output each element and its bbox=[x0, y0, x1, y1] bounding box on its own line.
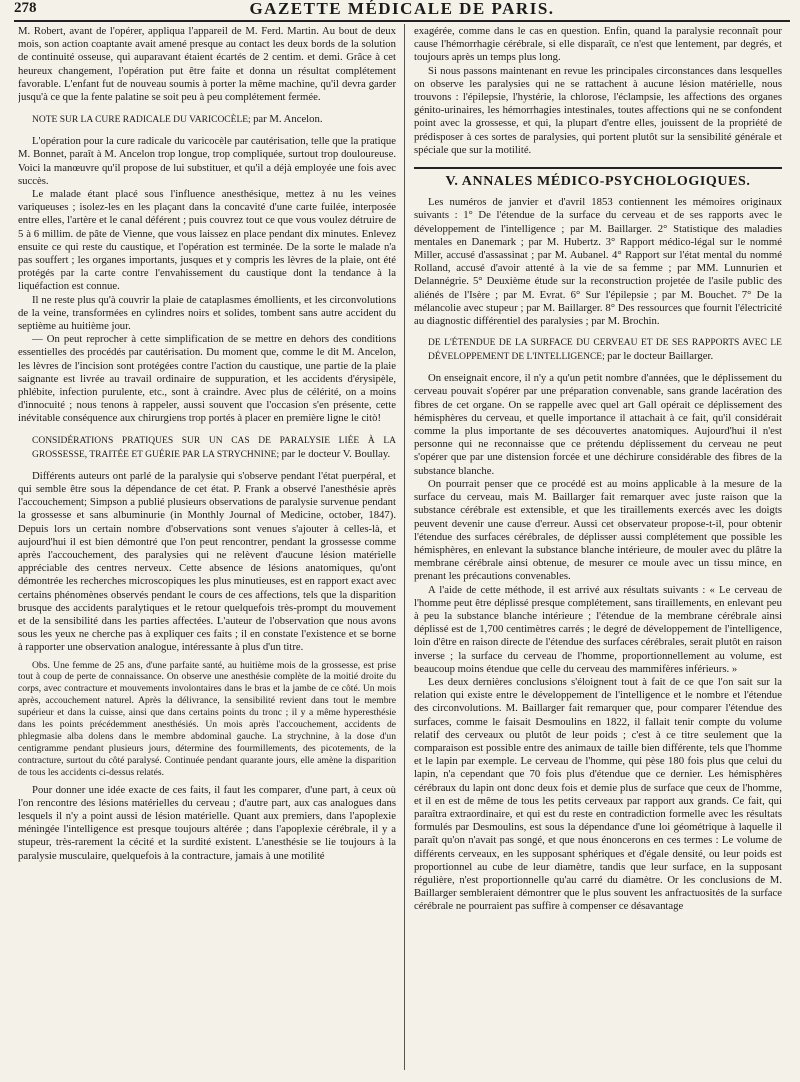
article-title: DE L'ÉTENDUE DE LA SURFACE DU CERVEAU ET DE SES RAPPORTS AVEC LE DÉVELOPPEMENT DE L'INTELLIGENCE; bbox=[428, 338, 782, 363]
paragraph: Il ne reste plus qu'à couvrir la plaie de cataplasmes émollients, et les circonvolutions de la veine, transformées en cylindres noirs et solides, tombent sans autre accident du septième au huitième jour. bbox=[18, 293, 396, 333]
article-title: NOTE SUR LA CURE RADICALE DU VARICOCÈLE; bbox=[32, 115, 251, 126]
paragraph: — On peut reprocher à cette simplification de se mettre en dehors des conditions essentielles des procédés par cautérisation. Du moment que, comme le dit M. Ancelon, les lèvres de l'incision sont protégées contre l'action du caustique, une partie de la plaie saignante est livrée au travail ordinaire de suppuration, et les accidents d'érysipèle, phlébite, infection purulente, etc., sont à craindre. Avec plus de célérité, on a moins d'innocuité ; nous tenons à rappeler, aussi souvent que l'occasion s'en présente, cette inévitable conséquence aux chirurgiens trop portés à placer en première ligne le citò! bbox=[18, 333, 396, 425]
paragraph: Différents auteurs ont parlé de la paralysie qui s'observe pendant l'état puerpéral, et qui semble être sous la dépendance de cet état. P. Frank a observé l'anesthésie après l'accouchement; Simpson a publié plusieurs observations de paralysie survenue pendant la grossesse et sans albuminurie (in Monthly Journal of Medicine, october, 1847). Depuis lors un certain nombre d'observations sont venues s'ajouter à celles-là, et aujourd'hui il est bien démontré que l'on peut rencontrer, pendant la grossesse comme après l'accouchement, des paralysies qui ne relèvent d'aucune lésion matérielle appréciable des centres nerveux. Cette absence de lésions anatomiques, qu'ont démontrée les recherches microscopiques les plus minutieuses, est en rapport exact avec certains phénomènes observés pendant le cours de ces affections, tels que la disparition brusque des accidents paralytiques et le retour quelquefois très-prompt du mouvement et de la sensibilité dans les parties affectées. L'auteur de l'observation que nous avons sous les yeux ne cherche pas à expliquer ces faits ; il en constate l'existence et se borne à rapporter une observation analogue, intéressante à plus d'un titre. bbox=[18, 469, 396, 654]
left-column bbox=[18, 25, 396, 1072]
article-heading-varicocele bbox=[18, 113, 396, 127]
paragraph: L'opération pour la cure radicale du varicocèle par cautérisation, telle que la pratique M. Bonnet, paraît à M. Ancelon trop longue, trop compliquée, surtout trop douloureuse. Voici la manœuvre qu'il propose de lui substituer, et qu'il a déjà employée une fois avec succès. bbox=[18, 135, 396, 187]
running-title: GAZETTE MÉDICALE DE PARIS. bbox=[249, 0, 555, 18]
paragraph: Les deux dernières conclusions s'éloignent tout à fait de ce que l'on sait sur la relation qui existe entre le développement de l'intelligence et le nombre et l'étendue des circonvolutions. M. Baillarger fait remarquer que, pour comparer l'étendue des surfaces, comme le faisait Desmoulins en 1822, il fallait tenir compte du volume relatif des cerveaux ou plutôt de leur poids ; c'est à ce titre seulement que la comparaison est possible entre des animaux de taille bien différente, tels que l'homme et le lapin par exemple. Le cerveau de l'homme, qui pèse 180 fois plus que celui du lapin, n'a cependant que 70 fois plus d'étendue que ce dernier. Les hémisphères cérébraux du lapin ont donc deux fois et demie plus de surface que ceux de l'homme, et il en est de même de tous les petits cerveaux par rapport aux grands. Ce fait, qui paraîtra extraordinaire, et qui est du reste en contradiction formelle avec les résultats formulés par Desmoulins, est sous la dépendance d'une loi géométrique à laquelle il paraît qu'on n'avait pas songé, et que nous énoncerons en ces termes : Le volume de différents cerveaux, en les supposant sphériques et d'égale densité, ou leur poids est proportionnel au cube de leur diamètre, tandis que leur surface, en la supposant régulière, n'est proportionnelle qu'au carré du diamètre. Or les conclusions de M. Baillarger sembleraient démontrer que le plus souvent les anfractuosités de la surface cérébrale ne pourraient pas suffire à compenser ce désavantage bbox=[414, 675, 782, 913]
article-heading-paralysie bbox=[18, 435, 396, 462]
column-divider bbox=[404, 24, 405, 1070]
paragraph: Si nous passons maintenant en revue les principales circonstances dans lesquelles on observe les paralysies qui ne se rattachent à aucune lésion matérielle, nous trouvons : l'épilepsie, l'hystérie, la chlorose, l'éclampsie, les affections des organes génito-urinaires, les hémorrhagies intestinales, toutes affections qui ne se confondent point avec la grossesse, et qui, la plupart d'entre elles, jouissent de la propriété de prédisposer à ces sortes de paralysies, qui portent plutôt sur la sensibilité générale et spéciale que sur la motilité. bbox=[414, 64, 782, 156]
article-title: CONSIDÉRATIONS PRATIQUES SUR UN CAS DE PARALYSIE LIÉE À LA GROSSESSE, TRAITÉE ET GUÉRIE PAR LA STRYCHNINE; bbox=[32, 435, 396, 460]
article-author: par le docteur V. Boullay. bbox=[281, 447, 391, 460]
paragraph: exagérée, comme dans le cas en question. Enfin, quand la paralysie reconnaît pour cause l'hémorrhagie cérébrale, si elle disparaît, ce n'est que lentement, par degrés, et toujours après un temps plus long. bbox=[414, 25, 782, 64]
section-title: V. ANNALES MÉDICO-PSYCHOLOGIQUES. bbox=[414, 167, 782, 188]
article-author: par M. Ancelon. bbox=[253, 113, 323, 126]
observation-paragraph: Obs. Une femme de 25 ans, d'une parfaite santé, au huitième mois de la grossesse, est prise tout à coup de perte de connaissance. On observe une anesthésie complète de la moitié droite du corps, avec contracture et mouvements involontaires dans le bras et la jambe de ce côté. Un mois après, accouchement naturel. Après la délivrance, la sensibilité revient dans tout le membre supérieur et dans la cuisse, ainsi que dans certains points du tronc ; il y a même hyperesthésie dans les points précédemment anesthésiés. Un mois après l'accouchement, accidents de phlegmasie alba dolens dans le membre abdominal gauche. La strychnine, à la dose d'un centigramme pendant plusieurs jours, détermine des fourmillements, des picotements, de la contracture, surtout du côté paralysé. Continuée pendant quarante jours, elle amène la disparition de tous les accidents ci-dessus relatés. bbox=[18, 659, 396, 778]
paragraph: Pour donner une idée exacte de ces faits, il faut les comparer, d'une part, à ceux où l'on rencontre des lésions matérielles du cerveau ; d'autre part, aux cas analogues dans lesquels il n'y a point aussi de lésion matérielle. Quant aux premiers, dans l'apoplexie méningée l'intelligence est presque toujours altérée ; dans l'apoplexie cérébrale, il y a stupeur, très-rarement la cécité et la surdité existent. L'anesthésie se lie toujours à la paralysie musculaire, quelquefois à la contracture, jamais à une motilité bbox=[18, 783, 396, 862]
paragraph: On enseignait encore, il n'y a qu'un petit nombre d'années, que le déplissement du cerveau pouvait s'opérer par une préparation convenable, sans grande lacération des fibres de cet organe. On se rappelle avec quel art Gall opérait ce déplissement des hémisphères du cerveau, et quelle importance il attachait à ce fait, qu'il considérait comme la plus importante de ses découvertes anatomiques. Aujourd'hui il n'est personne qui ne reconnaisse que ce prétendu déplissement du cerveau ne peut s'opérer que par une distension forcée et une déchirure considérable des fibres de la substance blanche. bbox=[414, 372, 782, 477]
paragraph: A l'aide de cette méthode, il est arrivé aux résultats suivants : « Le cerveau de l'homme peut être déplissé presque complétement, sans tiraillements, en enlevant peu à peu la substance blanche intérieure ; l'étendue de la membrane cérébrale ainsi déplissé est de 1,700 centimètres carrés ; le degré de développement de l'intelligence, loin d'être en raison directe de l'étendue des surfaces cérébrales, serait plutôt en raison inverse ; la surface du cerveau de l'homme, proportionnellement au volume, est beaucoup moins étendue que celle du cerveau des mammifères inférieurs. » bbox=[414, 583, 782, 675]
article-heading-cerveau bbox=[414, 337, 782, 364]
paragraph: On pourrait penser que ce procédé est au moins applicable à la mesure de la surface du cerveau, mais M. Baillarger fait remarquer avec juste raison que la substance cérébrale est extensible, et que les tiraillements exercés avec les doigts peuvent devenir une cause d'erreur. Aussi cet observateur propose-t-il, pour obtenir l'étendue des surfaces cérébrales, de déplisser aussi complétement que possible les hémisphères, en enlevant la substance blanche intérieure, de mouler avec du plâtre la membrane cérébrale ainsi obtenue, de mesurer ce moule avec un tissu mince, en prenant les précautions convenables. bbox=[414, 477, 782, 583]
paragraph: Le malade étant placé sous l'influence anesthésique, mettez à nu les veines variqueuses ; isolez-les en les plaçant dans la concavité d'une carte fuilée, interposée entre elles, l'artère et le canal déférent ; puis couvrez tout ce que vous voulez détruire de 5 à 6 millim. de pâte de Vienne, que vous laissez en place pendant dix minutes. Enlevez ensuite ce qui reste du caustique, et l'opération est terminée. De la sorte le malade n'a pas souffert ; les organes importants, jusques et y compris les lèvres de la plaie, ont été protégés par la carte contre l'envahissement du caustique dont la tendance à la liquéfaction est connue. bbox=[18, 188, 396, 293]
right-column bbox=[414, 25, 782, 1072]
page-number: 278 bbox=[14, 0, 37, 16]
article-author: par le docteur Baillarger. bbox=[607, 350, 714, 363]
paragraph: Les numéros de janvier et d'avril 1853 contiennent les mémoires originaux suivants : 1° De l'étendue de la surface du cerveau et de ses rapports avec le développement de l'intelligence ; par M. Baillarger. 2° Statistique des maladies mentales en Danemark ; par M. Hubertz. 3° Rapport médico-légal sur le nommé Miller, accusé d'assassinat ; par M. Aubanel. 4° Rapport sur l'état mental du nommé Rolland, accusé d'avoir attenté à la vie de sa femme ; par MM. Lunnurien et Delannégrie. 5° Deuxième étude sur la reconstruction projetée de l'asile public des aliénés de l'Isère ; par M. Evrat. 6° Sur l'épilepsie ; par M. Bouchet. 7° De la mélancolie avec stupeur ; par M. Baillarger. 8° Des ressources que fournit l'électricité au diagnostic différentiel des paralysies ; par M. Brochin. bbox=[414, 196, 782, 328]
page-header bbox=[14, 0, 790, 22]
paragraph: M. Robert, avant de l'opérer, appliqua l'appareil de M. Ferd. Martin. Au bout de deux mois, son action coaptante avait amené presque au contact les deux bords de la solution de continuité osseuse, qui auparavant étaient écartés de 2 centim. et demi. Grâce à cet heureux changement, l'opération put être faite et donna un résultat complétement favorable. L'enfant fut de nouveau soumis à porter la même machine, qu'il devra garder jusqu'à ce que la fente palatine se soit peu à peu complétement fermée. bbox=[18, 25, 396, 104]
